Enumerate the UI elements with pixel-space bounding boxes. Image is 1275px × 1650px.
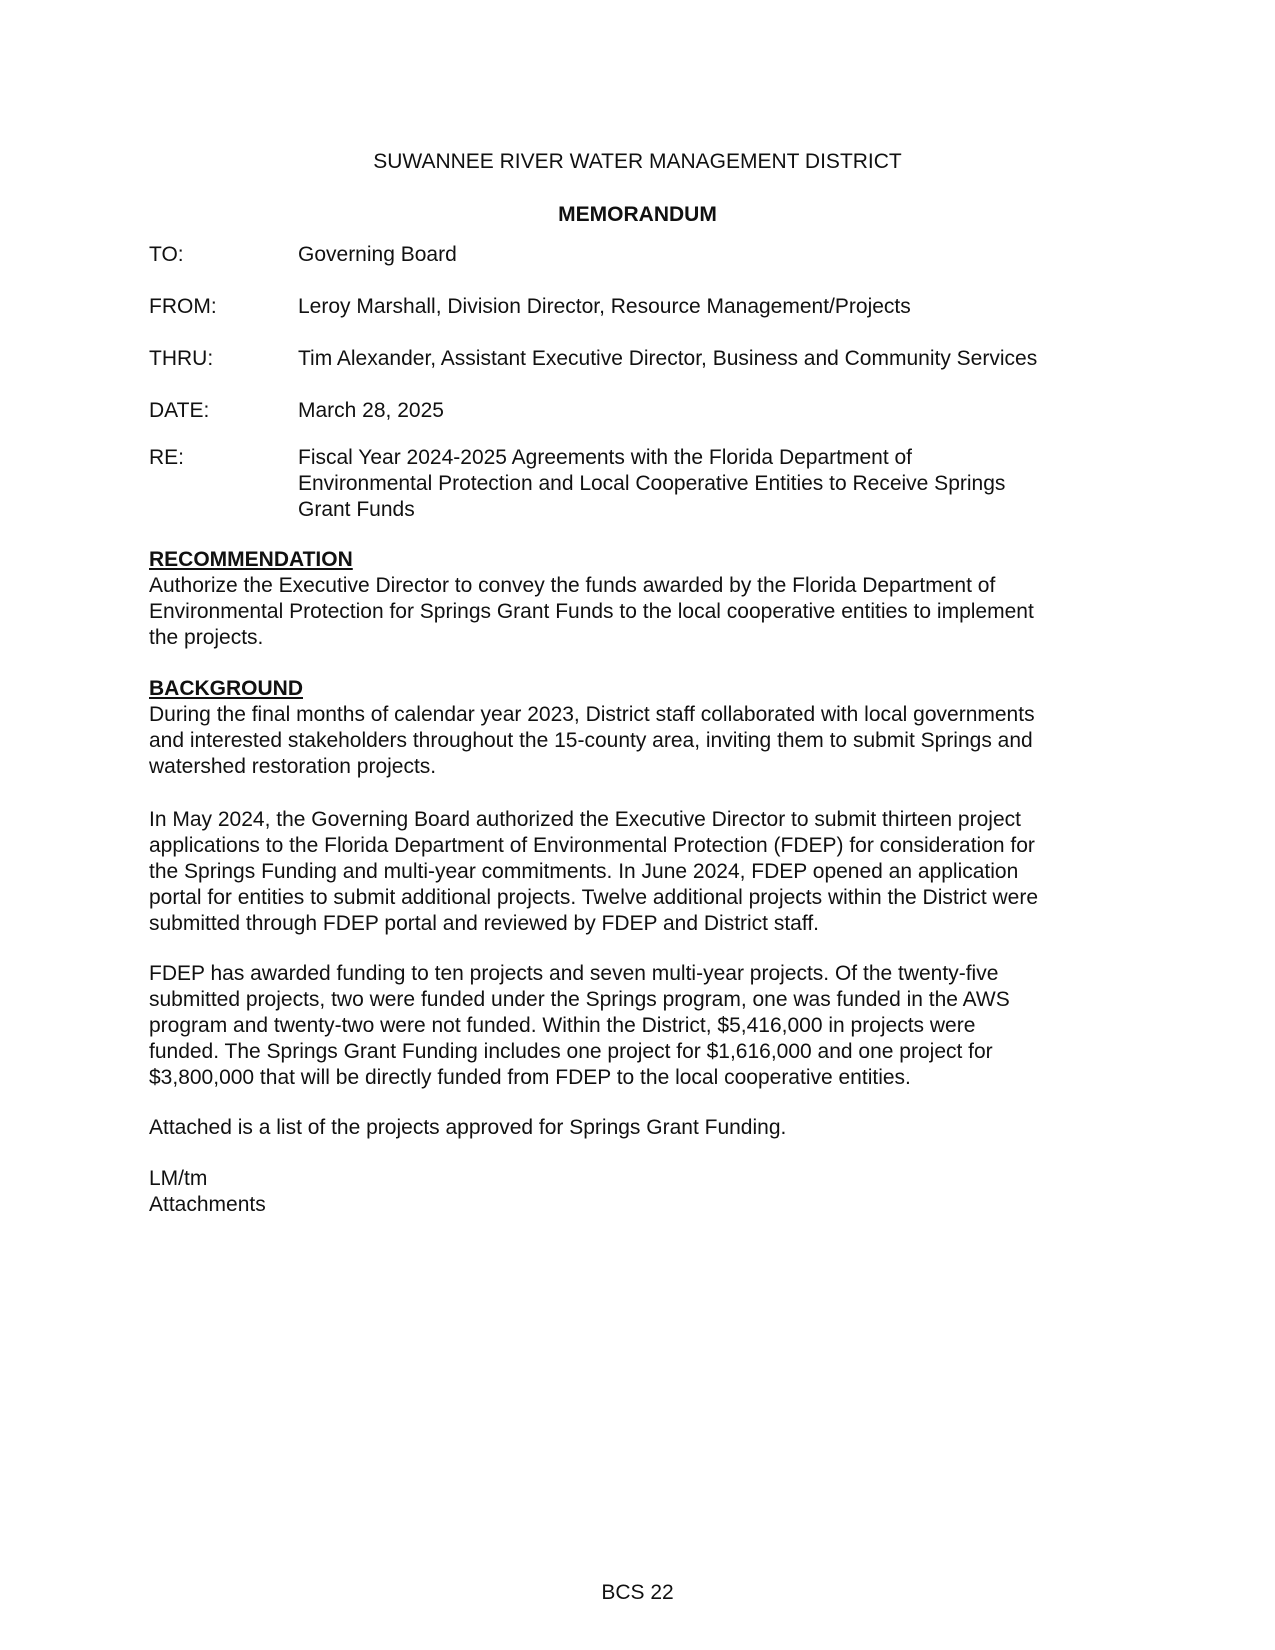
date-label: DATE: [149,399,210,422]
re-line: Environmental Protection and Local Cooperative Entities to Receive Springs [298,472,1006,495]
re-line: Grant Funds [298,498,415,521]
page-footer: BCS 22 [601,1581,674,1604]
background-paragraph-3 [149,961,1129,1091]
recommendation-section [149,547,1129,651]
from-label: FROM: [149,295,217,318]
text-line: and interested stakeholders throughout the 15-county area, inviting them to submit Springs and [149,729,1033,752]
thru-value: Tim Alexander, Assistant Executive Director, Business and Community Services [298,347,1038,370]
text-line: Environmental Protection for Springs Grant Funds to the local cooperative entities to implement [149,600,1034,623]
to-value: Governing Board [298,243,457,266]
text-line: In May 2024, the Governing Board authorized the Executive Director to submit thirteen project [149,808,1021,831]
text-line: the projects. [149,626,264,649]
text-line: Authorize the Executive Director to convey the funds awarded by the Florida Department of [149,574,996,597]
memo-title: MEMORANDUM [558,203,717,226]
text-line: watershed restoration projects. [149,755,437,778]
text-line: Attached is a list of the projects approved for Springs Grant Funding. [149,1116,787,1139]
text-line: submitted projects, two were funded under the Springs program, one was funded in the AWS [149,988,1010,1011]
text-line: portal for entities to submit additional projects. Twelve additional projects within the District were [149,886,1039,909]
text-line: applications to the Florida Department of Environmental Protection (FDEP) for consideration for [149,834,1035,857]
background-paragraph-1 [149,702,1129,780]
initials: LM/tm [149,1167,208,1190]
text-line: the Springs Funding and multi-year commitments. In June 2024, FDEP opened an application [149,860,1019,883]
recommendation-text [149,573,1129,651]
text-line: During the final months of calendar year 2023, District staff collaborated with local governments [149,703,1035,726]
recommendation-heading: RECOMMENDATION [149,548,353,571]
text-line: funded. The Springs Grant Funding includes one project for $1,616,000 and one project for [149,1040,993,1063]
re-value [298,445,1128,523]
text-line: program and twenty-two were not funded. Within the District, $5,416,000 in projects were [149,1014,976,1037]
closing-block [149,1166,1129,1218]
thru-label: THRU: [149,347,214,370]
date-value: March 28, 2025 [298,399,444,422]
attachments-note: Attachments [149,1193,266,1216]
background-paragraph-4 [149,1115,1129,1141]
from-value: Leroy Marshall, Division Director, Resource Management/Projects [298,295,911,318]
organization-name: SUWANNEE RIVER WATER MANAGEMENT DISTRICT [373,150,902,173]
re-line: Fiscal Year 2024-2025 Agreements with the Florida Department of [298,446,913,469]
re-label: RE: [149,446,185,469]
to-label: TO: [149,243,184,266]
text-line: $3,800,000 that will be directly funded from FDEP to the local cooperative entities. [149,1066,911,1089]
text-line: submitted through FDEP portal and reviewed by FDEP and District staff. [149,912,819,935]
text-line: FDEP has awarded funding to ten projects and seven multi-year projects. Of the twenty-five [149,962,999,985]
background-heading: BACKGROUND [149,677,303,700]
background-section [149,676,1129,780]
background-paragraph-2 [149,807,1129,937]
